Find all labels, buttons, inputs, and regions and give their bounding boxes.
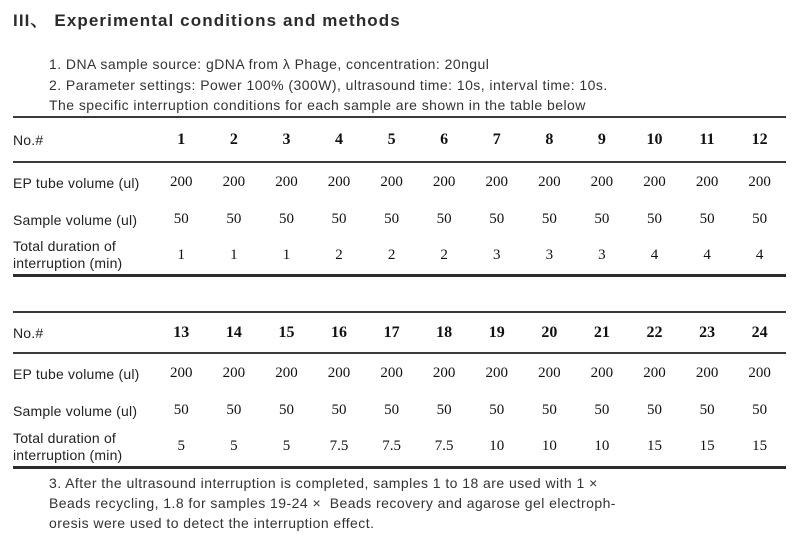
table2-duration-value: 10 [489, 438, 505, 455]
table2-column-header: 24 [751, 323, 768, 341]
table2-column-header: 22 [646, 323, 663, 341]
table1-duration-value: 3 [493, 246, 501, 263]
table1-row-ep-tube-volume [13, 162, 786, 202]
table1-column-header: 4 [335, 130, 344, 148]
conditions-table-samples-1-12 [13, 116, 786, 277]
table1-sample-value: 50 [331, 211, 347, 227]
section-heading: III、 Experimental conditions and methods [13, 11, 401, 30]
table1-column-header: 8 [545, 130, 554, 148]
duration-label-line-2: interruption (min) [13, 446, 123, 463]
table2-duration-value: 5 [230, 438, 238, 455]
table2-header-label: No.# [13, 324, 44, 341]
table1-sample-value: 50 [384, 211, 400, 227]
table1-duration-value: 4 [703, 246, 711, 263]
table1-ep-value: 200 [748, 174, 771, 190]
table1-column-header: 1 [177, 130, 186, 148]
table2-ep-value: 200 [748, 365, 771, 381]
table2-column-header: 17 [383, 323, 400, 341]
table2-ep-value: 200 [485, 365, 508, 381]
table2-ep-value: 200 [380, 365, 403, 381]
table2-ep-value: 200 [538, 365, 561, 381]
table2-duration-value: 7.5 [382, 438, 401, 455]
table1-sample-value: 50 [594, 211, 610, 227]
note-line-2: 2. Parameter settings: Power 100% (300W), ultrasound time: 10s, interval time: 10s. [49, 76, 608, 93]
table1-ep-value: 200 [485, 174, 508, 190]
table2-row-total-duration [13, 428, 786, 467]
table2-header-row [13, 312, 786, 353]
table1-sample-value: 50 [489, 211, 505, 227]
table2-duration-value: 5 [177, 438, 186, 455]
table2-sample-value: 50 [331, 402, 347, 418]
table2-row-sample-volume [13, 393, 786, 428]
table1-duration-value: 4 [650, 246, 659, 263]
table1-row-label-ep: EP tube volume (ul) [13, 174, 140, 191]
table1-ep-value: 200 [222, 174, 246, 190]
table1-duration-value: 1 [177, 246, 186, 263]
table1-header-row [13, 117, 786, 162]
table2-duration-value: 15 [752, 438, 768, 455]
table2-sample-value: 50 [436, 402, 452, 418]
table2-sample-value: 50 [699, 402, 715, 418]
table1-row-label-duration [13, 237, 155, 275]
table2-column-header: 20 [541, 323, 558, 341]
table1-sample-value: 50 [226, 211, 242, 227]
table1-ep-value: 200 [170, 174, 193, 190]
table1-column-header: 3 [282, 130, 291, 148]
table1-ep-value: 200 [327, 174, 351, 190]
table1-column-header: 5 [387, 130, 396, 148]
table1-duration-value: 1 [230, 246, 238, 263]
table1-header-label: No.# [13, 131, 44, 148]
table1-duration-value: 1 [282, 246, 291, 263]
table2-duration-value: 5 [282, 438, 291, 455]
table1-sample-value: 50 [646, 211, 662, 227]
table2-duration-value: 15 [699, 438, 715, 455]
table1-sample-value: 50 [752, 211, 768, 227]
table1-sample-value: 50 [436, 211, 452, 227]
table2-ep-value: 200 [275, 365, 298, 381]
table1-ep-value: 200 [643, 174, 666, 190]
conditions-table-samples-13-24 [13, 311, 786, 469]
table1-duration-value: 3 [545, 246, 554, 263]
table1-column-header: 10 [646, 130, 663, 148]
table2-ep-value: 200 [432, 365, 456, 381]
table1-duration-value: 4 [755, 246, 764, 263]
table2-sample-value: 50 [541, 402, 557, 418]
table2-duration-value: 7.5 [329, 438, 349, 455]
table1-column-header: 6 [440, 130, 449, 148]
table2-duration-value: 10 [541, 438, 557, 455]
table2-sample-value: 50 [489, 402, 505, 418]
footer-line-1: 3. After the ultrasound interruption is completed, samples 1 to 18 are used with 1 × [49, 475, 598, 491]
table1-duration-value: 2 [440, 246, 448, 263]
table1-duration-value: 2 [387, 246, 396, 263]
table1-duration-value: 2 [335, 246, 343, 263]
note-line-3: The specific interruption conditions for each sample are shown in the table below [49, 97, 586, 113]
table2-ep-value: 200 [695, 365, 719, 381]
table2-column-header: 13 [173, 323, 190, 341]
table2-duration-value: 10 [594, 438, 610, 455]
table1-column-header: 11 [699, 130, 715, 148]
table1-ep-value: 200 [380, 174, 403, 190]
table1-sample-value: 50 [278, 211, 294, 227]
table2-column-header: 14 [225, 323, 242, 341]
table2-column-header: 21 [593, 323, 610, 341]
table1-sample-value: 50 [541, 211, 557, 227]
footer-note-block [49, 474, 616, 533]
footer-line-3: oresis were used to detect the interruption effect. [49, 514, 375, 531]
table2-column-header: 15 [278, 323, 295, 341]
table1-ep-value: 200 [590, 174, 614, 190]
table2-ep-value: 200 [590, 365, 614, 381]
table2-row-label-sample: Sample volume (ul) [13, 402, 138, 419]
table2-column-header: 16 [331, 323, 348, 341]
table2-column-header: 23 [699, 323, 716, 341]
footer-line-2: Beads recycling, 1.8 for samples 19-24 × Beads recovery and agarose gel electroph- [49, 494, 616, 511]
table1-row-total-duration [13, 237, 786, 275]
duration-label-line-1: Total duration of [13, 429, 117, 446]
table2-duration-value: 15 [646, 438, 662, 455]
table2-ep-value: 200 [170, 365, 193, 381]
table1-column-header: 12 [751, 130, 768, 148]
table2-column-header: 19 [488, 323, 505, 341]
table1-sample-value: 50 [173, 211, 189, 227]
table1-sample-value: 50 [699, 211, 715, 227]
table1-ep-value: 200 [432, 174, 456, 190]
table2-ep-value: 200 [643, 365, 666, 381]
table2-duration-value: 7.5 [434, 438, 454, 455]
table2-ep-value: 200 [327, 365, 351, 381]
table1-row-sample-volume [13, 202, 786, 237]
notes-block [49, 54, 608, 116]
table2-ep-value: 200 [222, 365, 246, 381]
table2-row-label-ep: EP tube volume (ul) [13, 365, 140, 382]
table1-ep-value: 200 [275, 174, 298, 190]
table2-sample-value: 50 [646, 402, 662, 418]
table2-sample-value: 50 [384, 402, 400, 418]
duration-label-line-2: interruption (min) [13, 255, 123, 272]
table2-sample-value: 50 [278, 402, 294, 418]
table1-ep-value: 200 [695, 174, 719, 190]
table2-row-label-duration [13, 428, 155, 467]
table2-sample-value: 50 [752, 402, 768, 418]
duration-label-line-1: Total duration of [13, 238, 117, 255]
table2-sample-value: 50 [594, 402, 610, 418]
table1-row-label-sample: Sample volume (ul) [13, 211, 138, 228]
table1-ep-value: 200 [538, 174, 561, 190]
table1-duration-value: 3 [598, 246, 606, 263]
table1-column-header: 9 [597, 130, 606, 148]
note-line-1: 1. DNA sample source: gDNA from λ Phage, concentration: 20ngul [49, 56, 490, 72]
table2-sample-value: 50 [226, 402, 242, 418]
table2-row-ep-tube-volume [13, 353, 786, 393]
table2-sample-value: 50 [173, 402, 189, 418]
table2-column-header: 18 [436, 323, 453, 341]
table1-column-header: 2 [229, 130, 238, 148]
table1-column-header: 7 [492, 130, 501, 148]
